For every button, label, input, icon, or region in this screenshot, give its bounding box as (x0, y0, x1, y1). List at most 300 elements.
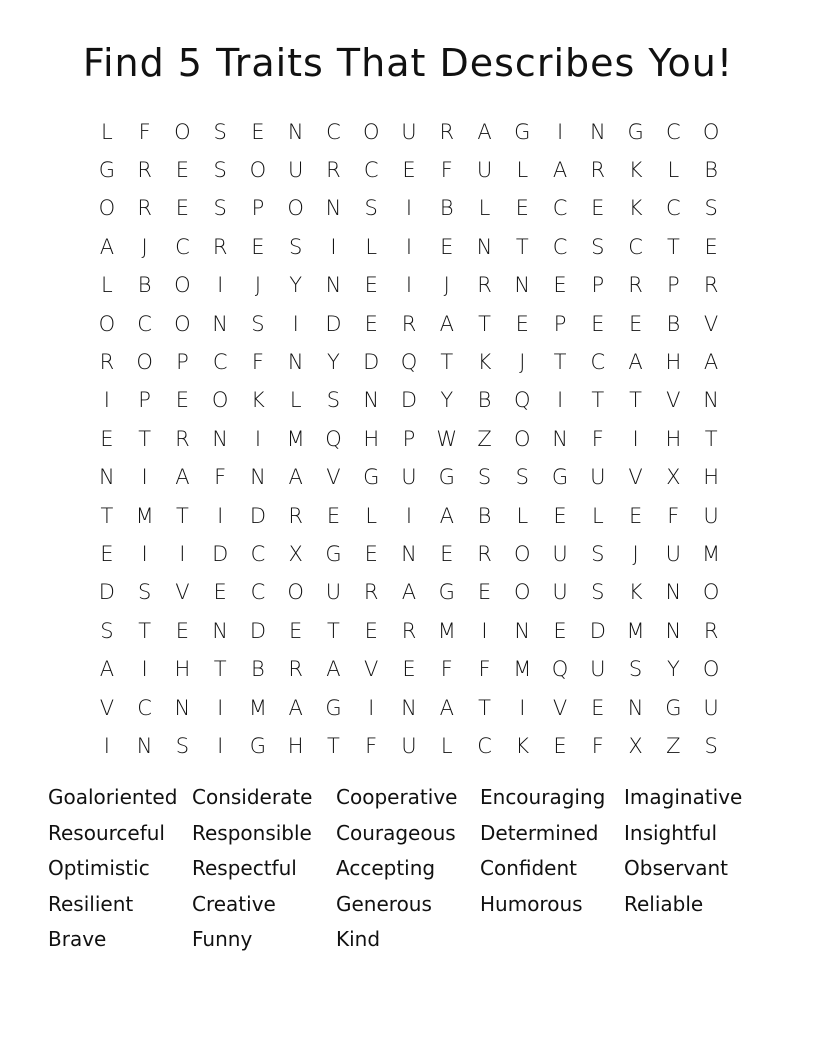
grid-letter[interactable]: T (440, 350, 454, 375)
grid-letter[interactable]: U (703, 695, 719, 720)
grid-letter[interactable]: T (327, 618, 340, 643)
grid-letter[interactable]: N (665, 580, 682, 605)
grid-letter[interactable]: M (626, 618, 645, 643)
grid-letter[interactable]: N (476, 234, 493, 259)
grid-letter[interactable]: F (440, 158, 453, 183)
grid-letter[interactable]: F (365, 733, 378, 758)
grid-letter[interactable]: O (702, 580, 720, 605)
grid-letter[interactable]: R (137, 158, 152, 183)
grid-letter[interactable]: J (632, 541, 639, 566)
grid-letter[interactable]: B (477, 503, 492, 528)
grid-letter[interactable]: P (138, 388, 151, 413)
grid-letter[interactable]: F (591, 426, 604, 451)
grid-letter[interactable]: U (476, 158, 493, 183)
grid-letter[interactable]: E (628, 311, 643, 336)
grid-letter[interactable]: G (325, 695, 342, 720)
grid-letter[interactable]: T (591, 388, 605, 413)
grid-letter[interactable]: E (591, 311, 605, 336)
grid-letter[interactable]: H (174, 657, 191, 682)
grid-letter[interactable]: L (289, 388, 302, 413)
grid-letter[interactable]: I (292, 311, 299, 336)
grid-letter[interactable]: C (175, 234, 190, 259)
grid-letter[interactable]: A (288, 465, 303, 490)
grid-letter[interactable]: Y (289, 273, 303, 298)
grid-letter[interactable]: T (515, 234, 529, 259)
grid-letter[interactable]: O (98, 196, 116, 221)
grid-letter[interactable]: N (250, 465, 266, 490)
grid-letter[interactable]: G (551, 465, 569, 490)
grid-letter[interactable]: A (288, 695, 303, 720)
word-bank-item: Reliable (624, 891, 704, 916)
grid-letter[interactable]: R (175, 426, 190, 451)
grid-letter[interactable]: C (250, 541, 266, 566)
grid-letter[interactable]: I (519, 695, 526, 720)
grid-letter[interactable]: A (99, 234, 115, 259)
grid-letter[interactable]: D (363, 350, 380, 375)
grid-letter[interactable]: E (553, 273, 567, 298)
grid-letter[interactable]: E (175, 196, 190, 221)
grid-letter[interactable]: R (439, 119, 455, 144)
grid-letter[interactable]: U (703, 503, 719, 528)
grid-letter[interactable]: V (364, 657, 379, 682)
grid-letter[interactable]: D (589, 618, 606, 643)
grid-letter[interactable]: E (100, 426, 114, 451)
grid-letter[interactable]: Q (514, 388, 531, 413)
grid-letter[interactable]: N (287, 119, 304, 144)
grid-letter[interactable]: G (627, 119, 644, 144)
grid-letter[interactable]: F (667, 503, 680, 528)
grid-letter[interactable]: R (477, 273, 492, 298)
grid-letter[interactable]: E (553, 618, 567, 643)
grid-letter[interactable]: M (135, 503, 154, 528)
word-bank-item: Imaginative (624, 785, 743, 809)
grid-letter[interactable]: G (249, 733, 267, 758)
grid-letter[interactable]: A (175, 465, 190, 490)
grid-letter[interactable]: S (213, 158, 227, 183)
grid-letter[interactable]: G (665, 695, 682, 720)
grid-letter[interactable]: R (212, 234, 228, 259)
grid-letter[interactable]: J (519, 350, 526, 375)
grid-letter[interactable]: B (137, 273, 152, 298)
grid-letter[interactable]: E (402, 158, 416, 183)
word-bank-item: Cooperative (336, 785, 458, 809)
grid-letter[interactable]: N (627, 695, 644, 720)
grid-letter[interactable]: K (477, 350, 492, 375)
grid-letter[interactable]: P (553, 311, 567, 336)
grid-letter[interactable]: C (666, 119, 681, 144)
grid-letter[interactable]: S (213, 196, 227, 221)
grid-letter[interactable]: E (251, 234, 265, 259)
grid-letter[interactable]: N (665, 618, 682, 643)
grid-letter[interactable]: A (99, 657, 115, 682)
grid-letter[interactable]: J (141, 234, 148, 259)
grid-letter[interactable]: O (702, 119, 720, 144)
grid-letter[interactable]: H (363, 426, 380, 451)
word-bank-item: Respectful (192, 856, 297, 880)
grid-letter[interactable]: P (176, 350, 189, 375)
word-bank-item: Kind (336, 927, 381, 951)
grid-letter[interactable]: K (515, 733, 530, 758)
grid-letter[interactable]: E (402, 657, 416, 682)
grid-letter[interactable]: L (365, 234, 378, 259)
grid-letter[interactable]: O (98, 311, 116, 336)
grid-letter[interactable]: V (175, 580, 190, 605)
grid-letter[interactable]: R (703, 618, 719, 643)
grid-letter[interactable]: E (364, 311, 378, 336)
grid-letter[interactable]: R (137, 196, 152, 221)
grid-letter[interactable]: U (552, 541, 568, 566)
grid-letter[interactable]: A (401, 580, 417, 605)
grid-letter[interactable]: Y (327, 350, 340, 375)
grid-letter[interactable]: L (101, 273, 113, 298)
grid-letter[interactable]: I (556, 388, 564, 413)
grid-letter[interactable]: T (138, 426, 152, 451)
grid-letter[interactable]: D (325, 311, 342, 336)
grid-letter[interactable]: G (325, 541, 342, 566)
grid-letter[interactable]: U (590, 465, 606, 490)
grid-letter[interactable]: S (704, 196, 718, 221)
grid-letter[interactable]: T (704, 426, 718, 451)
grid-letter[interactable]: E (326, 503, 341, 528)
grid-letter[interactable]: E (628, 503, 643, 528)
grid-letter[interactable]: E (289, 618, 303, 643)
grid-letter[interactable]: N (401, 695, 417, 720)
grid-letter[interactable]: E (553, 733, 567, 758)
grid-letter[interactable]: N (552, 426, 568, 451)
grid-letter[interactable]: E (364, 541, 378, 566)
grid-letter[interactable]: R (477, 541, 492, 566)
grid-letter[interactable]: Y (666, 657, 680, 682)
grid-letter[interactable]: N (703, 388, 719, 413)
grid-letter[interactable]: E (213, 580, 227, 605)
grid-letter[interactable]: S (289, 234, 303, 259)
grid-letter[interactable]: N (174, 695, 191, 720)
grid-letter[interactable]: N (401, 541, 417, 566)
grid-letter[interactable]: X (288, 541, 303, 566)
grid-letter[interactable]: R (288, 657, 303, 682)
grid-letter[interactable]: S (591, 580, 605, 605)
page-title: Find 5 Traits That Describes You! (82, 41, 734, 85)
grid-letter[interactable]: C (552, 234, 568, 259)
grid-letter[interactable]: I (141, 465, 148, 490)
grid-letter[interactable]: E (515, 196, 529, 221)
word-bank-item: Generous (336, 891, 432, 916)
grid-letter[interactable]: E (251, 119, 265, 144)
grid-letter[interactable]: S (100, 618, 114, 643)
grid-letter[interactable]: G (438, 465, 455, 490)
grid-letter[interactable]: F (440, 657, 453, 682)
grid-letter[interactable]: O (174, 119, 191, 144)
grid-letter[interactable]: G (363, 465, 380, 490)
grid-letter[interactable]: K (251, 388, 265, 413)
grid-letter[interactable]: I (254, 426, 262, 451)
grid-letter[interactable]: T (213, 657, 227, 682)
grid-letter[interactable]: V (703, 311, 719, 336)
grid-letter[interactable]: N (514, 618, 531, 643)
grid-letter[interactable]: U (401, 733, 417, 758)
grid-letter[interactable]: B (477, 388, 492, 413)
word-bank-item: Insightful (624, 820, 718, 845)
grid-letter[interactable]: G (514, 119, 531, 144)
grid-letter[interactable]: L (101, 119, 113, 144)
grid-letter[interactable]: K (628, 580, 643, 605)
grid-letter[interactable]: E (175, 158, 190, 183)
grid-letter[interactable]: N (325, 196, 342, 221)
grid-letter[interactable]: L (478, 196, 491, 221)
grid-letter[interactable]: U (325, 580, 342, 605)
grid-letter[interactable]: M (702, 541, 721, 566)
grid-letter[interactable]: E (175, 618, 190, 643)
grid-letter[interactable]: R (401, 311, 417, 336)
grid-letter[interactable]: S (477, 465, 492, 490)
grid-letter[interactable]: I (103, 388, 110, 413)
grid-letter[interactable]: I (368, 695, 375, 720)
grid-letter[interactable]: N (514, 273, 531, 298)
grid-letter[interactable]: C (363, 158, 379, 183)
grid-letter[interactable]: I (217, 733, 224, 758)
grid-letter[interactable]: J (254, 273, 262, 298)
grid-letter[interactable]: I (556, 119, 564, 144)
grid-letter[interactable]: K (628, 158, 643, 183)
grid-letter[interactable]: F (138, 119, 151, 144)
grid-letter[interactable]: D (249, 618, 267, 643)
grid-letter[interactable]: A (439, 695, 454, 720)
grid-letter[interactable]: L (516, 503, 529, 528)
grid-letter[interactable]: H (665, 350, 682, 375)
grid-letter[interactable]: E (704, 234, 718, 259)
grid-letter[interactable]: S (251, 311, 265, 336)
grid-letter[interactable]: O (287, 580, 304, 605)
grid-letter[interactable]: F (214, 465, 227, 490)
grid-letter[interactable]: C (628, 234, 643, 259)
grid-letter[interactable]: E (477, 580, 492, 605)
grid-letter[interactable]: S (137, 580, 152, 605)
grid-letter[interactable]: R (288, 503, 303, 528)
word-bank-item: Considerate (192, 785, 313, 809)
grid-letter[interactable]: U (665, 541, 682, 566)
grid-letter[interactable]: E (440, 234, 454, 259)
grid-letter[interactable]: I (103, 733, 110, 758)
grid-letter[interactable]: S (326, 388, 341, 413)
grid-letter[interactable]: S (213, 119, 227, 144)
grid-letter[interactable]: O (249, 158, 267, 183)
grid-letter[interactable]: L (365, 503, 378, 528)
grid-letter[interactable]: I (179, 541, 186, 566)
grid-letter[interactable]: A (439, 311, 454, 336)
grid-letter[interactable]: C (666, 196, 681, 221)
grid-letter[interactable]: U (401, 119, 417, 144)
grid-letter[interactable]: N (325, 273, 342, 298)
grid-letter[interactable]: E (364, 618, 378, 643)
grid-letter[interactable]: P (591, 273, 605, 298)
grid-letter[interactable]: P (402, 426, 416, 451)
grid-letter[interactable]: D (212, 541, 229, 566)
grid-letter[interactable]: M (513, 657, 532, 682)
grid-letter[interactable]: S (628, 657, 643, 682)
grid-letter[interactable]: D (98, 580, 115, 605)
grid-letter[interactable]: C (590, 350, 606, 375)
grid-letter[interactable]: Q (325, 426, 342, 451)
grid-letter[interactable]: T (666, 234, 680, 259)
grid-letter[interactable]: M (437, 618, 456, 643)
grid-letter[interactable]: C (137, 695, 152, 720)
grid-letter[interactable]: O (514, 426, 531, 451)
grid-letter[interactable]: C (552, 196, 568, 221)
grid-letter[interactable]: R (628, 273, 643, 298)
grid-letter[interactable]: B (704, 158, 718, 183)
grid-letter[interactable]: T (478, 695, 491, 720)
grid-letter[interactable]: R (363, 580, 379, 605)
grid-letter[interactable]: C (326, 119, 341, 144)
grid-letter[interactable]: I (330, 234, 337, 259)
grid-letter[interactable]: F (591, 733, 604, 758)
grid-letter[interactable]: S (704, 733, 718, 758)
grid-letter[interactable]: I (481, 618, 488, 643)
grid-letter[interactable]: Q (400, 350, 418, 375)
grid-letter[interactable]: O (702, 657, 720, 682)
grid-letter[interactable]: S (175, 733, 190, 758)
grid-letter[interactable]: R (590, 158, 606, 183)
grid-letter[interactable]: C (212, 350, 228, 375)
word-search-grid (88, 113, 730, 766)
grid-letter[interactable]: A (326, 657, 341, 682)
grid-letter[interactable]: O (362, 119, 380, 144)
grid-letter[interactable]: L (440, 733, 453, 758)
grid-letter[interactable]: I (405, 196, 413, 221)
grid-letter[interactable]: O (287, 196, 304, 221)
grid-letter[interactable]: Z (666, 733, 681, 758)
grid-letter[interactable]: O (514, 580, 531, 605)
grid-letter[interactable]: E (591, 695, 605, 720)
grid-letter[interactable]: A (703, 350, 719, 375)
grid-letter[interactable]: N (363, 388, 380, 413)
grid-letter[interactable]: M (286, 426, 305, 451)
grid-letter[interactable]: E (515, 311, 529, 336)
grid-letter[interactable]: S (591, 234, 605, 259)
grid-letter[interactable]: L (667, 158, 680, 183)
grid-letter[interactable]: T (327, 733, 340, 758)
grid-letter[interactable]: V (99, 695, 115, 720)
grid-letter[interactable]: X (628, 733, 643, 758)
grid-letter[interactable]: T (100, 503, 114, 528)
grid-letter[interactable]: A (552, 158, 568, 183)
grid-letter[interactable]: K (628, 196, 643, 221)
grid-letter[interactable]: G (438, 580, 455, 605)
grid-letter[interactable]: O (174, 311, 191, 336)
grid-letter[interactable]: C (250, 580, 266, 605)
grid-letter[interactable]: A (628, 350, 643, 375)
grid-letter[interactable]: P (251, 196, 265, 221)
grid-letter[interactable]: L (516, 158, 529, 183)
grid-letter[interactable]: I (405, 234, 413, 259)
grid-letter[interactable]: I (141, 657, 148, 682)
grid-letter[interactable]: E (553, 503, 567, 528)
grid-letter[interactable]: U (288, 158, 304, 183)
grid-letter[interactable]: N (212, 311, 229, 336)
grid-letter[interactable]: S (364, 196, 378, 221)
grid-letter[interactable]: N (136, 733, 153, 758)
grid-letter[interactable]: M (248, 695, 267, 720)
grid-letter[interactable]: T (138, 618, 152, 643)
grid-letter[interactable]: I (141, 541, 148, 566)
grid-letter[interactable]: O (136, 350, 153, 375)
grid-letter[interactable]: N (589, 119, 606, 144)
grid-letter[interactable]: H (287, 733, 304, 758)
grid-letter[interactable]: B (439, 196, 454, 221)
grid-letter[interactable]: R (401, 618, 417, 643)
grid-letter[interactable]: V (326, 465, 341, 490)
grid-letter[interactable]: G (98, 158, 116, 183)
grid-letter[interactable]: B (666, 311, 681, 336)
word-bank-item: Confident (480, 856, 577, 880)
grid-letter[interactable]: N (212, 618, 229, 643)
grid-letter[interactable]: L (591, 503, 604, 528)
grid-letter[interactable]: F (251, 350, 264, 375)
grid-letter[interactable]: D (400, 388, 418, 413)
grid-letter[interactable]: E (175, 388, 190, 413)
grid-letter[interactable]: I (217, 503, 224, 528)
grid-letter[interactable]: U (590, 657, 606, 682)
grid-letter[interactable]: I (632, 426, 639, 451)
grid-letter[interactable]: V (552, 695, 568, 720)
grid-letter[interactable]: Y (440, 388, 454, 413)
grid-letter[interactable]: N (287, 350, 304, 375)
grid-letter[interactable]: H (703, 465, 719, 490)
grid-letter[interactable]: O (211, 388, 229, 413)
grid-letter[interactable]: Q (551, 657, 569, 682)
grid-letter[interactable]: I (405, 503, 413, 528)
grid-letter[interactable]: P (667, 273, 680, 298)
grid-letter[interactable]: E (440, 541, 454, 566)
grid-letter[interactable]: D (249, 503, 267, 528)
grid-letter[interactable]: E (591, 196, 605, 221)
grid-letter[interactable]: A (439, 503, 454, 528)
grid-letter[interactable]: R (326, 158, 341, 183)
grid-letter[interactable]: V (628, 465, 643, 490)
grid-letter[interactable]: T (553, 350, 567, 375)
grid-letter[interactable]: W (436, 426, 458, 451)
grid-letter[interactable]: I (405, 273, 413, 298)
grid-letter[interactable]: I (217, 695, 224, 720)
grid-letter[interactable]: T (478, 311, 491, 336)
grid-letter[interactable]: V (666, 388, 681, 413)
grid-letter[interactable]: C (137, 311, 152, 336)
grid-letter[interactable]: C (477, 733, 492, 758)
grid-letter[interactable]: H (665, 426, 682, 451)
grid-letter[interactable]: E (100, 541, 114, 566)
grid-letter[interactable]: B (251, 657, 265, 682)
grid-letter[interactable]: U (552, 580, 568, 605)
grid-letter[interactable]: O (514, 541, 531, 566)
grid-letter[interactable]: O (174, 273, 191, 298)
grid-letter[interactable]: U (401, 465, 417, 490)
grid-letter[interactable]: S (515, 465, 529, 490)
grid-letter[interactable]: Z (477, 426, 492, 451)
grid-letter[interactable]: F (478, 657, 491, 682)
grid-letter[interactable]: T (175, 503, 189, 528)
grid-letter[interactable]: R (99, 350, 115, 375)
grid-letter[interactable]: N (99, 465, 115, 490)
grid-letter[interactable]: R (703, 273, 719, 298)
grid-letter[interactable]: E (364, 273, 378, 298)
grid-letter[interactable]: A (477, 119, 492, 144)
grid-letter[interactable]: N (212, 426, 229, 451)
grid-letter[interactable]: I (217, 273, 224, 298)
grid-letter[interactable]: T (629, 388, 642, 413)
grid-letter[interactable]: J (443, 273, 450, 298)
grid-letter[interactable]: X (666, 465, 681, 490)
grid-letter[interactable]: S (591, 541, 605, 566)
